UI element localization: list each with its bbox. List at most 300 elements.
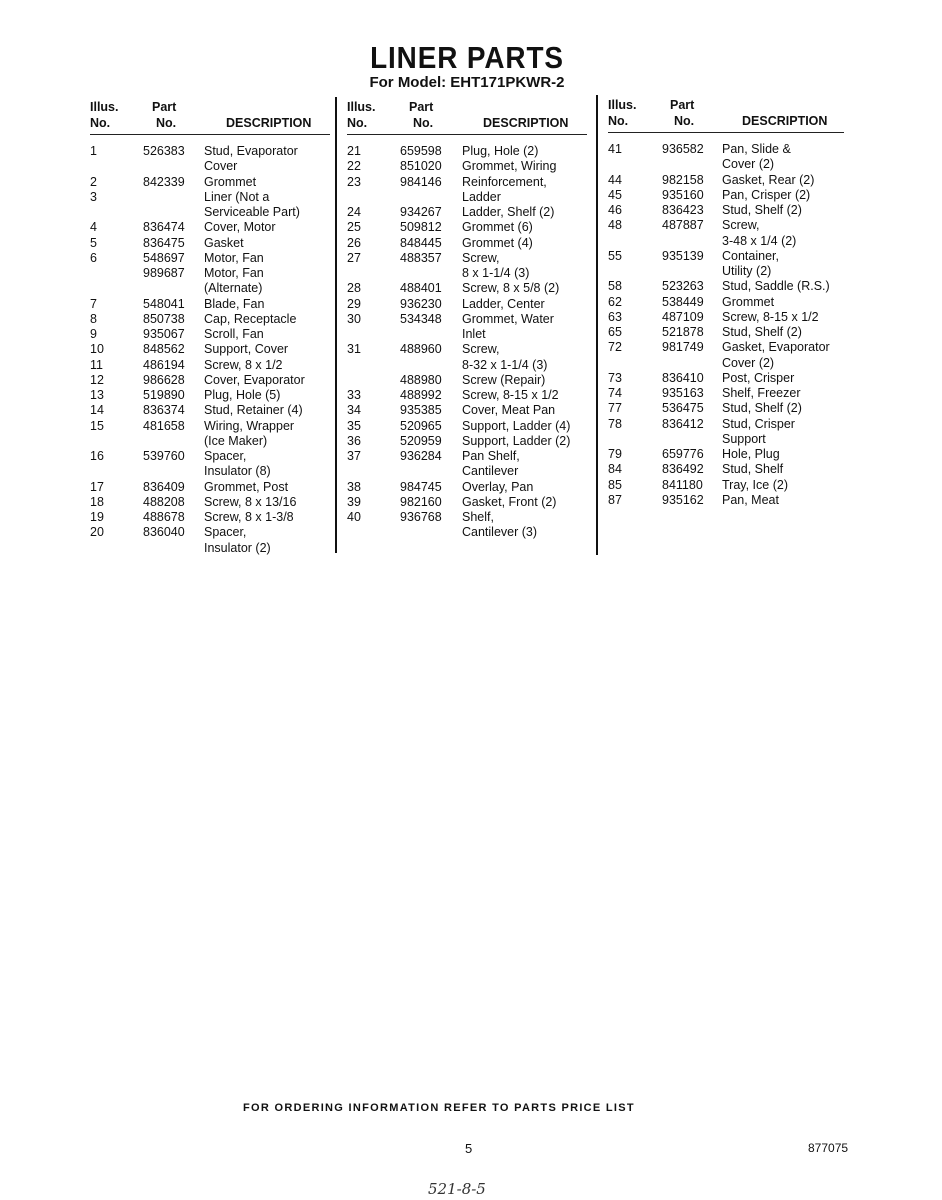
ordering-footer: FOR ORDERING INFORMATION REFER TO PARTS PRICE LIST: [243, 1102, 635, 1114]
part-number: 935385: [400, 403, 442, 418]
table-row: [608, 386, 844, 401]
row-line: [90, 358, 330, 373]
illus-number: 58: [608, 279, 622, 294]
part-description: Cover, Motor: [204, 220, 276, 235]
part-description: Shelf,: [462, 510, 494, 524]
table-row: [347, 480, 587, 495]
part-number: 520965: [400, 418, 442, 433]
table-row: [608, 417, 844, 448]
part-number: 935162: [662, 492, 704, 507]
part-description: Insulator (8): [204, 464, 271, 479]
part-description: Scroll, Fan: [204, 327, 264, 341]
row-line: [608, 478, 844, 493]
row-line: [347, 297, 587, 312]
illus-number: 74: [608, 386, 622, 400]
table-row: [608, 462, 844, 477]
part-number: 538449: [662, 294, 704, 309]
part-number: 982160: [400, 494, 442, 509]
table-row: [90, 525, 330, 556]
illus-number: 65: [608, 325, 622, 339]
table-row: [347, 403, 587, 418]
row-line: [90, 373, 330, 388]
illus-number: 7: [90, 296, 97, 311]
column-header: [347, 98, 587, 135]
row-line: [608, 264, 844, 279]
row-line: [608, 188, 844, 203]
row-line: [90, 419, 330, 434]
illus-number: 79: [608, 447, 622, 461]
table-row: [347, 434, 587, 449]
row-line: [608, 279, 844, 294]
part-number: 935067: [143, 327, 185, 341]
part-number: 509812: [400, 220, 442, 235]
illus-number: 34: [347, 403, 361, 418]
table-row: [347, 281, 587, 296]
part-number: 659776: [662, 447, 704, 461]
row-line: [90, 236, 330, 251]
row-line: [90, 388, 330, 403]
part-number: 984146: [400, 174, 442, 189]
part-number: 841180: [662, 477, 703, 492]
row-line: [90, 327, 330, 342]
part-number: 935160: [662, 187, 704, 202]
part-description: Wiring, Wrapper: [204, 418, 295, 433]
illus-number: 41: [608, 142, 622, 156]
row-line: [608, 325, 844, 340]
table-row: [90, 220, 330, 235]
part-description: (Ice Maker): [204, 433, 268, 448]
illus-number: 18: [90, 494, 104, 509]
header-illus-no: No.: [90, 116, 111, 130]
table-row: [347, 175, 587, 206]
table-row: [347, 236, 587, 251]
table-row: [90, 175, 330, 190]
header-part-no: No.: [674, 114, 695, 128]
part-number: 982158: [662, 172, 704, 187]
table-row: [90, 312, 330, 327]
row-line: [90, 541, 330, 556]
part-description: Stud, Shelf: [722, 462, 784, 477]
row-line: [347, 464, 587, 479]
table-row: [608, 279, 844, 294]
row-line: [347, 388, 587, 403]
part-description: Screw,: [722, 218, 760, 233]
part-description: Grommet (4): [462, 235, 533, 250]
part-description: Post, Crisper: [722, 370, 795, 385]
part-description: Grommet, Water: [462, 311, 554, 326]
part-number: 935139: [662, 248, 704, 263]
row-line: [347, 251, 587, 266]
part-description: Cap, Receptacle: [204, 311, 297, 326]
part-description: Gasket: [204, 235, 244, 250]
model-subtitle: For Model: EHT171PKWR-2: [369, 74, 565, 91]
part-number: 836475: [143, 235, 185, 250]
row-line: [347, 327, 587, 342]
illus-number: 20: [90, 525, 104, 540]
part-number: 488357: [400, 250, 442, 265]
header-description: DESCRIPTION: [226, 116, 312, 130]
part-number: 488678: [143, 510, 185, 524]
part-description: Cantilever: [462, 464, 519, 479]
part-number: 848562: [143, 342, 185, 357]
illus-number: 77: [608, 401, 622, 416]
part-number: 486194: [143, 357, 185, 372]
part-number: 836423: [662, 203, 704, 217]
table-row: [90, 388, 330, 403]
row-line: [347, 190, 587, 205]
illus-number: 2: [90, 174, 97, 189]
illus-number: 84: [608, 462, 622, 477]
row-line: [347, 312, 587, 327]
illus-number: 36: [347, 433, 361, 448]
row-line: [608, 432, 844, 447]
part-number: 984745: [400, 479, 442, 494]
row-line: [347, 403, 587, 418]
row-line: [608, 417, 844, 432]
column-divider: [335, 97, 337, 553]
part-description: Screw, 8 x 1-3/8: [204, 510, 294, 524]
part-description: Gasket, Front (2): [462, 494, 557, 509]
illus-number: 40: [347, 510, 361, 524]
row-line: [608, 386, 844, 401]
row-line: [90, 220, 330, 235]
row-line: [90, 190, 330, 205]
row-line: [608, 447, 844, 462]
row-line: [608, 356, 844, 371]
row-line: [90, 495, 330, 510]
header-illus-no: No.: [608, 114, 629, 128]
part-description: Screw, 8-15 x 1/2: [462, 388, 559, 402]
table-row: [90, 373, 330, 388]
part-number: 836409: [143, 479, 185, 494]
table-row: [347, 251, 587, 282]
row-line: [347, 205, 587, 220]
table-row: [90, 327, 330, 342]
part-description: Screw, 8 x 13/16: [204, 494, 297, 509]
table-row: [608, 447, 844, 462]
part-number: 986628: [143, 372, 185, 387]
row-line: [90, 464, 330, 479]
illus-number: 12: [90, 372, 104, 387]
header-part: Part: [670, 98, 695, 112]
part-number: 481658: [143, 418, 185, 433]
illus-number: 78: [608, 416, 622, 431]
illus-number: 14: [90, 403, 104, 418]
table-row: [608, 340, 844, 371]
row-line: [90, 342, 330, 357]
row-line: [90, 434, 330, 449]
part-description: Hole, Plug: [722, 447, 780, 461]
part-number: 659598: [400, 144, 442, 158]
illus-number: 21: [347, 144, 361, 158]
table-row: [347, 373, 587, 388]
row-line: [608, 234, 844, 249]
illus-number: 62: [608, 294, 622, 309]
table-row: [608, 173, 844, 188]
part-description: Insulator (2): [204, 540, 271, 555]
part-number: 526383: [143, 144, 185, 158]
table-row: [608, 295, 844, 310]
handwritten-note: 521-8-5: [428, 1180, 486, 1198]
illus-number: 1: [90, 144, 97, 158]
part-description: Screw,: [462, 342, 500, 357]
table-row: [608, 493, 844, 508]
row-line: [347, 358, 587, 373]
table-row: [608, 142, 844, 173]
parts-column-3: [608, 96, 844, 508]
illus-number: 38: [347, 479, 361, 494]
row-line: [608, 340, 844, 355]
row-line: [90, 403, 330, 418]
illus-number: 31: [347, 342, 361, 357]
header-part-no: No.: [156, 116, 177, 130]
part-description: Grommet: [204, 174, 257, 189]
table-row: [90, 297, 330, 312]
part-description: 3-48 x 1/4 (2): [722, 233, 797, 248]
part-number: 488401: [400, 281, 442, 296]
column-header: [90, 98, 330, 135]
part-description: Ladder: [462, 189, 501, 204]
row-line: [347, 236, 587, 251]
row-line: [90, 205, 330, 220]
table-row: [90, 480, 330, 495]
part-description: Screw, 8-15 x 1/2: [722, 309, 819, 324]
illus-number: 5: [90, 235, 97, 250]
part-description: Cover (2): [722, 355, 775, 370]
part-description: Pan Shelf,: [462, 449, 520, 463]
part-description: Serviceable Part): [204, 205, 300, 219]
part-description: Motor, Fan: [204, 266, 264, 280]
table-row: [347, 342, 587, 373]
part-description: Stud, Shelf (2): [722, 203, 802, 217]
illus-number: 8: [90, 311, 97, 326]
row-line: [90, 510, 330, 525]
row-line: [608, 142, 844, 157]
part-number: 534348: [400, 311, 442, 326]
illus-number: 72: [608, 340, 622, 355]
row-line: [347, 510, 587, 525]
illus-number: 30: [347, 311, 361, 326]
document-number: 877075: [808, 1141, 849, 1155]
part-description: 8-32 x 1-1/4 (3): [462, 357, 548, 372]
table-row: [347, 510, 587, 541]
header-illus: Illus.: [90, 100, 119, 114]
header-spacer: [608, 133, 844, 142]
part-number: 523263: [662, 279, 704, 294]
row-line: [347, 175, 587, 190]
part-description: 8 x 1-1/4 (3): [462, 266, 530, 280]
part-number: 836374: [143, 403, 185, 418]
part-number: 488208: [143, 494, 185, 509]
row-line: [90, 251, 330, 266]
part-number: 548041: [143, 296, 185, 311]
row-line: [90, 525, 330, 540]
part-description: Shelf, Freezer: [722, 386, 801, 400]
illus-number: 63: [608, 309, 622, 324]
illus-number: 19: [90, 510, 104, 524]
part-description: Cover, Meat Pan: [462, 403, 556, 418]
part-description: Screw (Repair): [462, 372, 546, 387]
row-line: [608, 173, 844, 188]
illus-number: 27: [347, 250, 361, 265]
part-description: Gasket, Rear (2): [722, 172, 815, 187]
part-description: Grommet: [722, 294, 775, 309]
row-line: [347, 419, 587, 434]
part-description: Liner (Not a: [204, 189, 270, 204]
row-line: [90, 449, 330, 464]
part-description: Gasket, Evaporator: [722, 340, 830, 355]
row-line: [608, 493, 844, 508]
part-description: Grommet, Post: [204, 479, 289, 494]
row-line: [347, 525, 587, 540]
illus-number: 15: [90, 418, 104, 433]
row-line: [347, 281, 587, 296]
row-line: [608, 218, 844, 233]
part-number: 936582: [662, 142, 704, 156]
table-row: [90, 495, 330, 510]
part-number: 488980: [400, 372, 442, 387]
parts-column-1: [90, 98, 330, 556]
table-row: [347, 419, 587, 434]
illus-number: 28: [347, 281, 361, 296]
illus-number: 44: [608, 172, 622, 187]
illus-number: 33: [347, 388, 361, 402]
part-description: Cover: [204, 159, 238, 174]
part-description: Stud, Shelf (2): [722, 401, 802, 416]
part-description: Pan, Slide &: [722, 142, 791, 156]
part-description: Tray, Ice (2): [722, 477, 788, 492]
part-description: Grommet (6): [462, 220, 533, 235]
illus-number: 13: [90, 388, 104, 402]
part-description: Stud, Saddle (R.S.): [722, 279, 830, 294]
illus-number: 26: [347, 235, 361, 250]
illus-number: 4: [90, 220, 97, 235]
header-illus: Illus.: [608, 98, 637, 112]
row-line: [90, 159, 330, 174]
table-row: [347, 220, 587, 235]
table-row: [90, 358, 330, 373]
table-row: [608, 371, 844, 386]
row-line: [347, 342, 587, 357]
illus-number: 24: [347, 205, 361, 219]
part-description: Overlay, Pan: [462, 479, 534, 494]
part-number: 935163: [662, 386, 704, 400]
table-row: [90, 266, 330, 297]
part-description: Screw,: [462, 250, 500, 265]
part-description: Support, Cover: [204, 342, 289, 357]
part-number: 521878: [662, 325, 704, 339]
part-description: Spacer,: [204, 449, 247, 463]
header-illus: Illus.: [347, 100, 376, 114]
row-line: [347, 144, 587, 159]
part-description: Ladder, Shelf (2): [462, 205, 555, 219]
table-row: [347, 297, 587, 312]
part-number: 836492: [662, 462, 704, 477]
table-row: [347, 312, 587, 343]
part-number: 936768: [400, 510, 442, 524]
part-description: Inlet: [462, 327, 486, 341]
illus-number: 11: [90, 357, 103, 372]
illus-number: 39: [347, 494, 361, 509]
table-row: [608, 249, 844, 280]
row-line: [90, 312, 330, 327]
row-line: [347, 373, 587, 388]
row-line: [347, 434, 587, 449]
illus-number: 45: [608, 187, 622, 202]
row-line: [90, 281, 330, 296]
row-line: [90, 297, 330, 312]
part-number: 936230: [400, 296, 442, 311]
row-line: [608, 203, 844, 218]
part-description: Ladder, Center: [462, 296, 545, 311]
part-number: 836040: [143, 525, 185, 540]
row-line: [608, 157, 844, 172]
table-row: [608, 401, 844, 416]
illus-number: 35: [347, 418, 361, 433]
part-number: 989687: [143, 266, 185, 280]
illus-number: 23: [347, 174, 361, 189]
part-description: Spacer,: [204, 525, 247, 540]
part-description: Support, Ladder (2): [462, 433, 571, 448]
part-description: Cover (2): [722, 157, 775, 172]
part-description: Stud, Evaporator: [204, 144, 298, 158]
header-description: DESCRIPTION: [483, 116, 569, 130]
illus-number: 16: [90, 449, 104, 463]
row-line: [608, 462, 844, 477]
illus-number: 10: [90, 342, 104, 357]
part-number: 850738: [143, 311, 185, 326]
table-row: [347, 495, 587, 510]
table-row: [90, 251, 330, 266]
header-part: Part: [409, 100, 434, 114]
part-number: 842339: [143, 174, 185, 189]
row-line: [347, 495, 587, 510]
part-number: 836410: [662, 370, 704, 385]
header-spacer: [90, 135, 330, 144]
part-description: Blade, Fan: [204, 296, 265, 311]
page-number: 5: [465, 1141, 473, 1156]
table-row: [608, 310, 844, 325]
row-line: [90, 175, 330, 190]
table-row: [347, 449, 587, 480]
illus-number: 46: [608, 203, 622, 217]
table-row: [90, 449, 330, 480]
part-description: Stud, Shelf (2): [722, 325, 802, 339]
row-line: [608, 371, 844, 386]
table-row: [90, 236, 330, 251]
row-line: [608, 295, 844, 310]
illus-number: 29: [347, 296, 361, 311]
table-row: [90, 342, 330, 357]
part-description: Cover, Evaporator: [204, 372, 305, 387]
table-row: [90, 403, 330, 418]
part-number: 536475: [662, 401, 704, 416]
header-part: Part: [152, 100, 177, 114]
row-line: [347, 159, 587, 174]
table-row: [347, 144, 587, 159]
header-part-no: No.: [413, 116, 434, 130]
table-row: [347, 205, 587, 220]
table-row: [90, 190, 330, 221]
part-number: 934267: [400, 205, 442, 219]
part-number: 519890: [143, 388, 185, 402]
header-spacer: [347, 135, 587, 144]
table-row: [90, 419, 330, 450]
illus-number: 87: [608, 492, 622, 507]
part-description: Reinforcement,: [462, 174, 547, 189]
illus-number: 3: [90, 189, 97, 204]
table-row: [608, 203, 844, 218]
